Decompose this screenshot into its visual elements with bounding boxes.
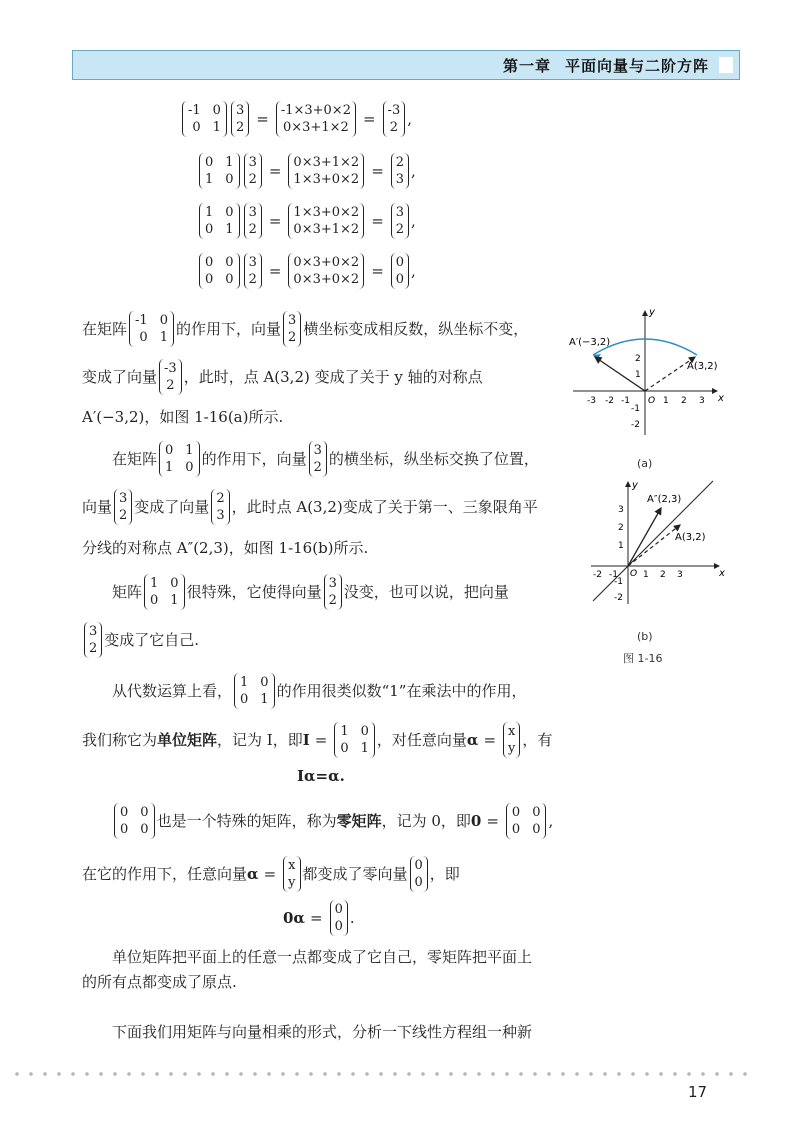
vector-result: 0 0 xyxy=(391,253,409,289)
x-tick: 1 xyxy=(663,396,669,406)
paragraph-5-line-2: 在它的作用下，任意向量 α = x y 都变成了零向量 0 0 ，即 xyxy=(82,858,460,890)
paragraph-6-line-2: 的所有点都变成了原点. xyxy=(82,973,237,991)
chapter-header xyxy=(72,50,740,80)
x-tick: 2 xyxy=(681,396,687,406)
vector-a xyxy=(628,525,680,566)
chapter-number: 第一章 xyxy=(502,57,551,75)
y-tick: 1 xyxy=(635,370,641,380)
y-tick: 2 xyxy=(618,523,624,533)
point-a-prime-label: A′(−3,2) xyxy=(569,337,611,348)
footer-dotted-rule xyxy=(10,1072,750,1076)
paragraph-1-line-2: 变成了向量 -3 2 ，此时，点 A(3,2) 变成了关于 y 轴的对称点 xyxy=(82,361,483,393)
figure-1-16b xyxy=(583,478,728,612)
paragraph-2-line-2: 向量 3 2 变成了向量 2 3 ，此时点 A(3,2)变成了关于第一、三象限角平 xyxy=(82,491,538,523)
origin-label: O xyxy=(630,569,638,579)
paragraph-7-line-1: 下面我们用矩阵与向量相乘的形式，分析一下线性方程组一种新 xyxy=(112,1023,533,1041)
term-zero-matrix: 零矩阵 xyxy=(336,812,382,830)
page-number: 17 xyxy=(688,1083,708,1101)
paragraph-2-line-1: 在矩阵 0 1 1 0 的作用下，向量 3 2 的横坐标，纵坐标交换了位置， xyxy=(112,443,539,475)
paragraph-5-line-1: 0 0 0 0 也是一个特殊的矩阵，称为 零矩阵 ，记为 0，即 0 = 0 0 0 0 , xyxy=(112,803,553,839)
vector-product: -1×3+0×2 0×3+1×2 xyxy=(276,101,356,137)
x-tick: -2 xyxy=(593,570,602,580)
equation-3: 1 0 0 1 3 2 = 1×3+0×2 0×3+1×2 = 3 2 , xyxy=(197,203,416,239)
paragraph-6-line-1: 单位矩阵把平面上的任意一点都变成了它自己，零矩阵把平面上 xyxy=(112,948,533,966)
vector-a-double-prime xyxy=(628,508,661,566)
chapter-name: 平面向量与二阶方阵 xyxy=(564,57,709,75)
paragraph-2-line-3: 分线的对称点 A″(2,3)，如图 1-16(b)所示. xyxy=(82,539,369,557)
y-axis-label: y xyxy=(632,480,638,491)
y-tick: -1 xyxy=(631,404,640,414)
vector: 3 2 xyxy=(231,101,249,137)
matrix: 1 0 0 1 xyxy=(199,203,240,239)
formula-identity: Iα=α. xyxy=(297,767,345,785)
y-tick: -1 xyxy=(614,577,623,587)
vector-result: -3 2 xyxy=(383,101,406,137)
vector: 3 2 xyxy=(244,253,262,289)
figure-1-16a xyxy=(565,305,725,444)
equation-1: -1 0 0 1 3 2 = -1×3+0×2 0×3+1×2 = -3 2 , xyxy=(180,101,412,137)
paragraph-4-line-2: 我们称它为 单位矩阵 ，记为 I，即 I = 1 0 0 1 ，对任意向量 α = x y ，有 xyxy=(82,724,553,756)
vector-product: 0×3+0×2 0×3+0×2 xyxy=(288,253,364,289)
x-tick: 2 xyxy=(660,570,666,580)
x-tick: -2 xyxy=(605,396,614,406)
y-axis-label: y xyxy=(649,307,655,318)
term-identity-matrix: 单位矩阵 xyxy=(157,731,218,749)
x-tick: 1 xyxy=(643,570,649,580)
y-tick: 2 xyxy=(635,354,641,364)
vector-product: 0×3+1×2 1×3+0×2 xyxy=(288,153,364,189)
figure-caption: 图 1-16 xyxy=(623,652,663,665)
equation-2: 0 1 1 0 3 2 = 0×3+1×2 1×3+0×2 = 2 3 , xyxy=(197,153,416,189)
x-axis-label: x xyxy=(719,568,725,579)
x-tick: 3 xyxy=(677,570,683,580)
equation-4: 0 0 0 0 3 2 = 0×3+0×2 0×3+0×2 = 0 0 , xyxy=(197,253,416,289)
matrix: -1 0 0 1 xyxy=(182,101,227,137)
point-a-label: A(3,2) xyxy=(675,532,706,543)
chapter-title xyxy=(503,55,709,76)
point-a-double-prime-label: A″(2,3) xyxy=(647,494,682,505)
x-axis-label: x xyxy=(718,393,724,404)
vector-result: 2 3 xyxy=(391,153,409,189)
vector: 3 2 xyxy=(244,153,262,189)
point-a-label: A(3,2) xyxy=(687,361,718,372)
header-decoration xyxy=(719,57,733,73)
formula-zero: 0α = 0 0 . xyxy=(283,902,355,934)
paragraph-1-line-3: A′(−3,2)，如图 1-16(a)所示. xyxy=(82,408,284,426)
x-tick: -1 xyxy=(609,570,618,580)
figure-b-caption: (b) xyxy=(637,630,653,643)
vector-product: 1×3+0×2 0×3+1×2 xyxy=(288,203,364,239)
figure-a-caption: (a) xyxy=(637,457,653,470)
x-tick: 3 xyxy=(699,396,705,406)
vector: 3 2 xyxy=(244,203,262,239)
vector-result: 3 2 xyxy=(391,203,409,239)
y-tick: 1 xyxy=(618,541,624,551)
y-tick: 3 xyxy=(618,505,624,515)
paragraph-3-line-1: 矩阵 1 0 0 1 很特殊，它使得向量 3 2 没变，也可以说，把向量 xyxy=(112,576,509,608)
paragraph-3-line-2: 3 2 变成了它自己. xyxy=(82,622,199,658)
x-tick: -1 xyxy=(621,396,630,406)
y-tick: -2 xyxy=(631,420,640,430)
paragraph-1-line-1: 在矩阵 -1 0 0 1 的作用下，向量 3 2 横坐标变成相反数，纵坐标不变， xyxy=(82,313,529,345)
matrix: 0 0 0 0 xyxy=(199,253,240,289)
x-tick: -3 xyxy=(587,396,596,406)
paragraph-4-line-1: 从代数运算上看， 1 0 0 1 的作用很类似数“1”在乘法中的作用， xyxy=(112,675,527,707)
origin-label: O xyxy=(648,396,656,406)
matrix: 0 1 1 0 xyxy=(199,153,240,189)
y-tick: -2 xyxy=(614,593,623,603)
